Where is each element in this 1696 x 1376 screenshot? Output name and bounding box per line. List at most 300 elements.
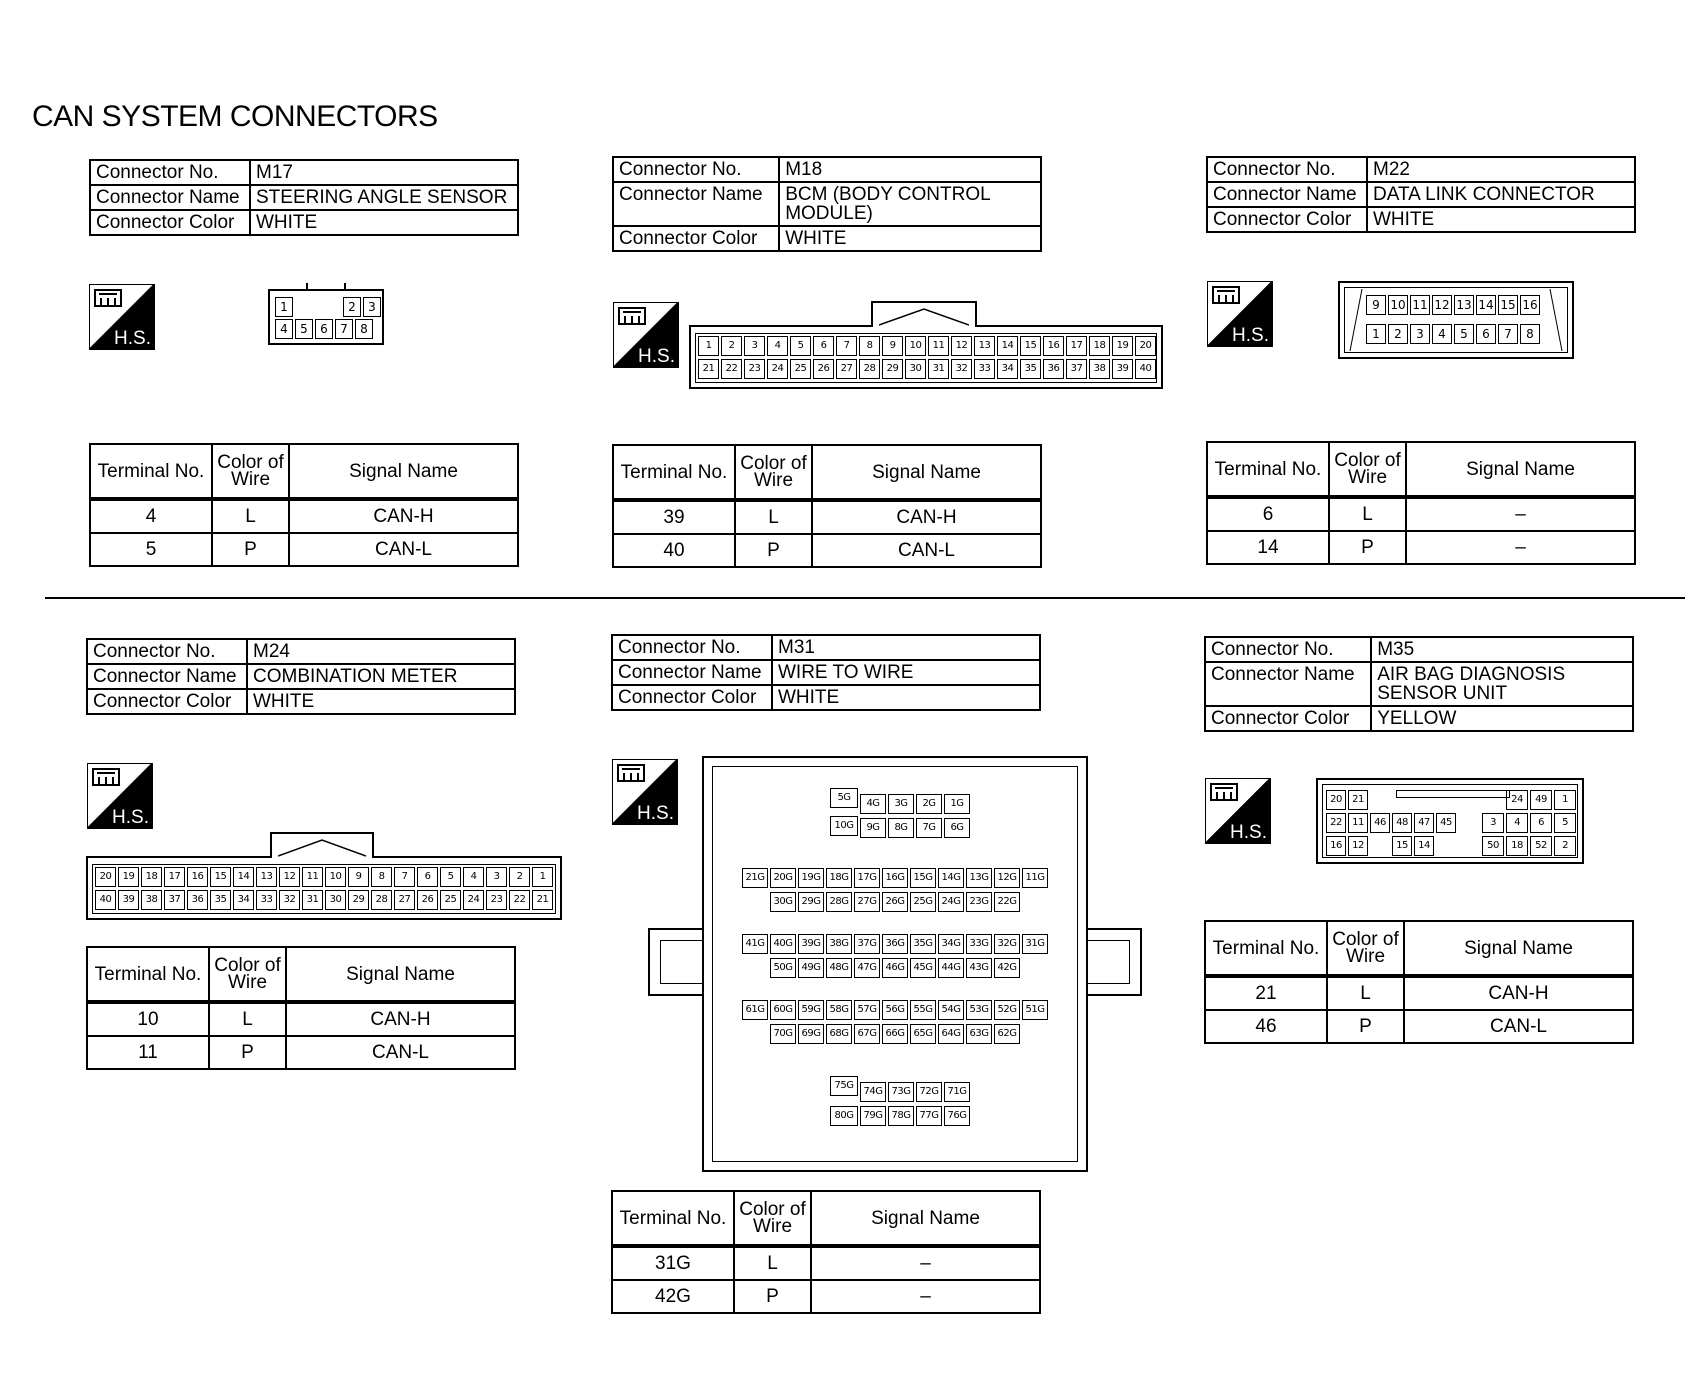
terminal-pin: 15 [210, 867, 231, 887]
terminal-pin: 10 [1388, 295, 1408, 315]
terminal-pin: 2 [721, 336, 742, 356]
terminal-pin: 18 [1506, 836, 1528, 856]
terminal-pin: 34 [997, 359, 1018, 379]
terminal-pin: 40 [95, 890, 116, 910]
terminal-no-cell: 4 [90, 499, 212, 533]
terminal-pin: 17G [854, 868, 880, 888]
label-connector-name: Connector Name [612, 660, 772, 685]
terminal-pin: 22G [994, 892, 1020, 912]
connector-name-value: DATA LINK CONNECTOR [1367, 182, 1635, 207]
terminal-pin: 12G [994, 868, 1020, 888]
terminal-pin: 5 [295, 319, 313, 339]
terminal-pin: 39 [118, 890, 139, 910]
terminal-pin: 22 [1326, 813, 1346, 833]
terminal-table-m35 [1204, 920, 1634, 1044]
terminal-no-cell: 11 [87, 1036, 209, 1069]
terminal-pin: 24G [938, 892, 964, 912]
connector-name-value: BCM (BODY CONTROL MODULE) [779, 182, 1041, 226]
terminal-pin: 32G [994, 934, 1020, 954]
terminal-pin: 1 [275, 297, 293, 317]
connector-color-value: WHITE [779, 226, 1041, 251]
terminal-pin: 42G [994, 958, 1020, 978]
th-signal-name: Signal Name [1406, 442, 1635, 497]
terminal-pin: 11 [1410, 295, 1430, 315]
terminal-pin: 7 [335, 319, 353, 339]
terminal-pin: 5 [790, 336, 811, 356]
terminal-pin: 11 [302, 867, 323, 887]
svg-text:H.S.: H.S. [114, 328, 151, 349]
terminal-pin: 10 [905, 336, 926, 356]
label-connector-color: Connector Color [1205, 706, 1371, 731]
terminal-no-cell: 40 [613, 534, 735, 567]
terminal-pin: 60G [770, 1000, 796, 1020]
terminal-pin: 6G [944, 818, 970, 838]
terminal-pin: 29 [882, 359, 903, 379]
terminal-pin: 19 [1112, 336, 1133, 356]
terminal-pin: 77G [916, 1106, 942, 1126]
terminal-pin: 56G [882, 1000, 908, 1020]
terminal-pin: 22 [509, 890, 530, 910]
th-signal-name: Signal Name [286, 947, 515, 1002]
terminal-pin: 3G [888, 794, 914, 814]
wire-color-cell: P [209, 1036, 286, 1069]
wire-color-cell: L [209, 1002, 286, 1036]
terminal-pin: 25G [910, 892, 936, 912]
terminal-pin: 16 [1043, 336, 1064, 356]
connector-face-m18 [689, 301, 1163, 389]
th-color-of-wire: Color of Wire [209, 947, 286, 1002]
th-terminal-no: Terminal No. [1205, 921, 1327, 976]
th-terminal-no: Terminal No. [1207, 442, 1329, 497]
label-connector-color: Connector Color [1207, 207, 1367, 232]
terminal-pin: 76G [944, 1106, 970, 1126]
terminal-no-cell: 5 [90, 533, 212, 566]
connector-color-value: WHITE [247, 689, 515, 714]
terminal-pin: 75G [830, 1076, 858, 1096]
terminal-pin: 17 [1066, 336, 1087, 356]
table-row [613, 534, 1041, 567]
terminal-pin: 7 [1498, 324, 1518, 344]
terminal-pin: 25 [790, 359, 811, 379]
terminal-pin: 7G [916, 818, 942, 838]
terminal-pin: 46G [882, 958, 908, 978]
harness-side-icon [1205, 778, 1271, 844]
signal-name-cell: CAN-H [286, 1002, 515, 1036]
terminal-pin: 1 [698, 336, 719, 356]
terminal-pin: 6 [417, 867, 438, 887]
connector-face-m31 [648, 756, 1142, 1172]
terminal-pin: 28G [826, 892, 852, 912]
terminal-pin: 78G [888, 1106, 914, 1126]
th-color-of-wire: Color of Wire [735, 445, 812, 500]
terminal-pin: 54G [938, 1000, 964, 1020]
terminal-pin: 15 [1498, 295, 1518, 315]
terminal-pin: 36 [1043, 359, 1064, 379]
terminal-pin: 71G [944, 1082, 970, 1102]
terminal-pin: 13G [966, 868, 992, 888]
wire-color-cell: P [1327, 1010, 1404, 1043]
terminal-pin: 3 [1410, 324, 1430, 344]
terminal-pin: 4 [1432, 324, 1452, 344]
connector-name-value: STEERING ANGLE SENSOR [250, 185, 518, 210]
terminal-no-cell: 42G [612, 1280, 734, 1313]
label-connector-color: Connector Color [612, 685, 772, 710]
terminal-pin: 8 [1520, 324, 1540, 344]
connector-info-m17 [89, 159, 519, 236]
terminal-pin: 70G [770, 1024, 796, 1044]
th-color-of-wire: Color of Wire [1327, 921, 1404, 976]
terminal-pin: 2 [1554, 836, 1576, 856]
terminal-pin: 23 [744, 359, 765, 379]
terminal-pin: 14G [938, 868, 964, 888]
wire-color-cell: L [212, 499, 289, 533]
terminal-pin: 41G [742, 934, 768, 954]
connector-info-m35 [1204, 636, 1634, 732]
terminal-pin: 16G [882, 868, 908, 888]
terminal-pin: 1 [1554, 790, 1576, 810]
terminal-pin: 37 [1066, 359, 1087, 379]
terminal-pin: 53G [966, 1000, 992, 1020]
table-row [612, 1280, 1040, 1313]
label-connector-name: Connector Name [1205, 662, 1371, 706]
terminal-pin: 12 [1348, 836, 1368, 856]
terminal-pin: 9 [348, 867, 369, 887]
terminal-pin: 36G [882, 934, 908, 954]
connector-face-m17 [268, 289, 384, 345]
terminal-pin: 40 [1135, 359, 1156, 379]
harness-side-icon [87, 763, 153, 829]
label-connector-no: Connector No. [612, 635, 772, 660]
harness-side-icon [1207, 281, 1273, 347]
terminal-pin: 24 [767, 359, 788, 379]
terminal-pin: 21 [532, 890, 553, 910]
svg-text:H.S.: H.S. [638, 346, 675, 367]
terminal-pin: 74G [860, 1082, 886, 1102]
terminal-pin: 29 [348, 890, 369, 910]
terminal-pin: 26G [882, 892, 908, 912]
terminal-pin: 23 [486, 890, 507, 910]
terminal-pin: 5 [1454, 324, 1474, 344]
terminal-pin: 16 [187, 867, 208, 887]
th-terminal-no: Terminal No. [90, 444, 212, 499]
table-row [87, 1002, 515, 1036]
table-row [87, 1036, 515, 1069]
terminal-pin: 48 [1392, 813, 1412, 833]
terminal-pin: 52 [1530, 836, 1552, 856]
terminal-pin: 28 [371, 890, 392, 910]
label-connector-no: Connector No. [90, 160, 250, 185]
terminal-pin: 47G [854, 958, 880, 978]
terminal-pin: 8G [888, 818, 914, 838]
terminal-pin: 33G [966, 934, 992, 954]
connector-info-m24 [86, 638, 516, 715]
terminal-pin: 5G [830, 788, 858, 808]
label-connector-no: Connector No. [1205, 637, 1371, 662]
terminal-pin: 49G [798, 958, 824, 978]
connector-no-value: M24 [247, 639, 515, 664]
terminal-pin: 37G [854, 934, 880, 954]
terminal-pin: 5 [440, 867, 461, 887]
terminal-pin: 46 [1370, 813, 1390, 833]
terminal-pin: 27 [394, 890, 415, 910]
terminal-pin: 55G [910, 1000, 936, 1020]
connector-color-value: WHITE [250, 210, 518, 235]
connector-info-m22 [1206, 156, 1636, 233]
terminal-pin: 4 [767, 336, 788, 356]
terminal-pin: 31 [302, 890, 323, 910]
terminal-pin: 9 [1366, 295, 1386, 315]
terminal-pin: 38 [1089, 359, 1110, 379]
connector-no-value: M17 [250, 160, 518, 185]
table-row [1205, 976, 1633, 1010]
svg-text:H.S.: H.S. [637, 803, 674, 824]
terminal-pin: 1 [532, 867, 553, 887]
signal-name-cell: CAN-H [289, 499, 518, 533]
svg-text:H.S.: H.S. [112, 807, 149, 828]
terminal-pin: 1 [1366, 324, 1386, 344]
terminal-pin: 73G [888, 1082, 914, 1102]
connector-face-m22 [1338, 281, 1574, 359]
terminal-table-m31 [611, 1190, 1041, 1314]
signal-name-cell: CAN-H [1404, 976, 1633, 1010]
connector-info-m31 [611, 634, 1041, 711]
section-divider [45, 597, 1685, 599]
terminal-pin: 66G [882, 1024, 908, 1044]
terminal-pin: 34 [233, 890, 254, 910]
terminal-pin: 16 [1326, 836, 1346, 856]
wire-color-cell: P [734, 1280, 811, 1313]
connector-name-value: AIR BAG DIAGNOSIS SENSOR UNIT [1371, 662, 1633, 706]
table-row [1207, 531, 1635, 564]
terminal-pin: 26 [813, 359, 834, 379]
signal-name-cell: – [1406, 531, 1635, 564]
terminal-pin: 4G [860, 794, 886, 814]
terminal-pin: 8 [859, 336, 880, 356]
terminal-pin: 2 [509, 867, 530, 887]
th-terminal-no: Terminal No. [612, 1191, 734, 1246]
terminal-pin: 12 [1432, 295, 1452, 315]
terminal-pin: 80G [830, 1106, 858, 1126]
terminal-pin: 35G [910, 934, 936, 954]
terminal-pin: 12 [279, 867, 300, 887]
terminal-pin: 34G [938, 934, 964, 954]
terminal-pin: 39 [1112, 359, 1133, 379]
terminal-pin: 3 [1482, 813, 1504, 833]
terminal-pin: 27G [854, 892, 880, 912]
wire-color-cell: L [1329, 497, 1406, 531]
terminal-pin: 45G [910, 958, 936, 978]
th-terminal-no: Terminal No. [613, 445, 735, 500]
terminal-pin: 13 [974, 336, 995, 356]
label-connector-name: Connector Name [1207, 182, 1367, 207]
terminal-pin: 3 [744, 336, 765, 356]
label-connector-no: Connector No. [87, 639, 247, 664]
terminal-pin: 21 [698, 359, 719, 379]
terminal-no-cell: 46 [1205, 1010, 1327, 1043]
terminal-pin: 14 [1414, 836, 1434, 856]
table-row [1207, 497, 1635, 531]
terminal-pin: 13 [256, 867, 277, 887]
terminal-pin: 30G [770, 892, 796, 912]
signal-name-cell: CAN-L [812, 534, 1041, 567]
label-connector-name: Connector Name [90, 185, 250, 210]
terminal-pin: 11G [1022, 868, 1048, 888]
terminal-no-cell: 31G [612, 1246, 734, 1280]
terminal-pin: 35 [210, 890, 231, 910]
terminal-pin: 52G [994, 1000, 1020, 1020]
terminal-pin: 61G [742, 1000, 768, 1020]
terminal-pin: 2 [343, 297, 361, 317]
label-connector-name: Connector Name [87, 664, 247, 689]
terminal-pin: 36 [187, 890, 208, 910]
terminal-pin: 1G [944, 794, 970, 814]
terminal-table-m18 [612, 444, 1042, 568]
terminal-pin: 3 [486, 867, 507, 887]
connector-color-value: YELLOW [1371, 706, 1633, 731]
terminal-pin: 10G [830, 816, 858, 836]
terminal-pin: 79G [860, 1106, 886, 1126]
terminal-pin: 33 [256, 890, 277, 910]
terminal-pin: 44G [938, 958, 964, 978]
label-connector-no: Connector No. [613, 157, 779, 182]
terminal-pin: 27 [836, 359, 857, 379]
table-row [1205, 1010, 1633, 1043]
signal-name-cell: – [1406, 497, 1635, 531]
terminal-pin: 8 [371, 867, 392, 887]
terminal-pin: 38G [826, 934, 852, 954]
connector-no-value: M31 [772, 635, 1040, 660]
signal-name-cell: CAN-L [286, 1036, 515, 1069]
terminal-pin: 6 [315, 319, 333, 339]
table-row [90, 533, 518, 566]
signal-name-cell: CAN-L [289, 533, 518, 566]
terminal-pin: 7 [836, 336, 857, 356]
terminal-pin: 32 [951, 359, 972, 379]
connector-face-m35 [1316, 778, 1584, 864]
terminal-table-m17 [89, 443, 519, 567]
terminal-pin: 64G [938, 1024, 964, 1044]
wire-color-cell: L [735, 500, 812, 534]
terminal-pin: 65G [910, 1024, 936, 1044]
terminal-pin: 20 [1135, 336, 1156, 356]
terminal-pin: 50G [770, 958, 796, 978]
terminal-pin: 43G [966, 958, 992, 978]
terminal-no-cell: 39 [613, 500, 735, 534]
terminal-pin: 11 [1348, 813, 1368, 833]
terminal-pin: 4 [463, 867, 484, 887]
terminal-pin: 6 [813, 336, 834, 356]
terminal-pin: 33 [974, 359, 995, 379]
terminal-pin: 9G [860, 818, 886, 838]
table-row [613, 500, 1041, 534]
terminal-pin: 62G [994, 1024, 1020, 1044]
connector-face-m24 [86, 832, 562, 920]
terminal-no-cell: 10 [87, 1002, 209, 1036]
table-row [90, 499, 518, 533]
terminal-pin: 9 [882, 336, 903, 356]
svg-text:H.S.: H.S. [1232, 325, 1269, 346]
signal-name-cell: CAN-H [812, 500, 1041, 534]
terminal-pin: 19G [798, 868, 824, 888]
terminal-pin: 32 [279, 890, 300, 910]
signal-name-cell: CAN-L [1404, 1010, 1633, 1043]
table-row [612, 1246, 1040, 1280]
page-title: CAN SYSTEM CONNECTORS [32, 100, 438, 133]
terminal-pin: 51G [1022, 1000, 1048, 1020]
terminal-pin: 40G [770, 934, 796, 954]
connector-info-m18 [612, 156, 1042, 252]
terminal-pin: 49 [1530, 790, 1552, 810]
terminal-pin: 10 [325, 867, 346, 887]
th-color-of-wire: Color of Wire [212, 444, 289, 499]
terminal-pin: 15 [1392, 836, 1412, 856]
terminal-pin: 58G [826, 1000, 852, 1020]
th-color-of-wire: Color of Wire [734, 1191, 811, 1246]
signal-name-cell: – [811, 1280, 1040, 1313]
terminal-pin: 24 [463, 890, 484, 910]
terminal-pin: 8 [355, 319, 373, 339]
harness-side-icon [89, 284, 155, 350]
terminal-pin: 17 [164, 867, 185, 887]
connector-name-value: WIRE TO WIRE [772, 660, 1040, 685]
terminal-pin: 31G [1022, 934, 1048, 954]
terminal-pin: 3 [363, 297, 381, 317]
wire-color-cell: P [735, 534, 812, 567]
th-signal-name: Signal Name [811, 1191, 1040, 1246]
terminal-pin: 23G [966, 892, 992, 912]
terminal-pin: 45 [1436, 813, 1456, 833]
terminal-pin: 68G [826, 1024, 852, 1044]
label-connector-color: Connector Color [90, 210, 250, 235]
terminal-pin: 72G [916, 1082, 942, 1102]
terminal-pin: 16 [1520, 295, 1540, 315]
harness-side-icon [613, 302, 679, 368]
terminal-pin: 37 [164, 890, 185, 910]
signal-name-cell: – [811, 1246, 1040, 1280]
th-signal-name: Signal Name [1404, 921, 1633, 976]
connector-no-value: M18 [779, 157, 1041, 182]
terminal-pin: 21G [742, 868, 768, 888]
terminal-pin: 25 [440, 890, 461, 910]
wire-color-cell: P [212, 533, 289, 566]
label-connector-no: Connector No. [1207, 157, 1367, 182]
terminal-pin: 22 [721, 359, 742, 379]
terminal-pin: 2G [916, 794, 942, 814]
terminal-pin: 2 [1388, 324, 1408, 344]
terminal-pin: 14 [997, 336, 1018, 356]
terminal-pin: 69G [798, 1024, 824, 1044]
terminal-pin: 26 [417, 890, 438, 910]
connector-no-value: M22 [1367, 157, 1635, 182]
terminal-pin: 11 [928, 336, 949, 356]
connector-name-value: COMBINATION METER [247, 664, 515, 689]
terminal-pin: 6 [1476, 324, 1496, 344]
svg-text:H.S.: H.S. [1230, 822, 1267, 843]
terminal-pin: 20 [95, 867, 116, 887]
terminal-pin: 4 [275, 319, 293, 339]
connector-no-value: M35 [1371, 637, 1633, 662]
terminal-no-cell: 6 [1207, 497, 1329, 531]
wire-color-cell: P [1329, 531, 1406, 564]
terminal-pin: 20G [770, 868, 796, 888]
terminal-pin: 31 [928, 359, 949, 379]
terminal-pin: 14 [233, 867, 254, 887]
th-signal-name: Signal Name [289, 444, 518, 499]
terminal-pin: 15G [910, 868, 936, 888]
terminal-pin: 39G [798, 934, 824, 954]
label-connector-color: Connector Color [613, 226, 779, 251]
terminal-pin: 18 [1089, 336, 1110, 356]
